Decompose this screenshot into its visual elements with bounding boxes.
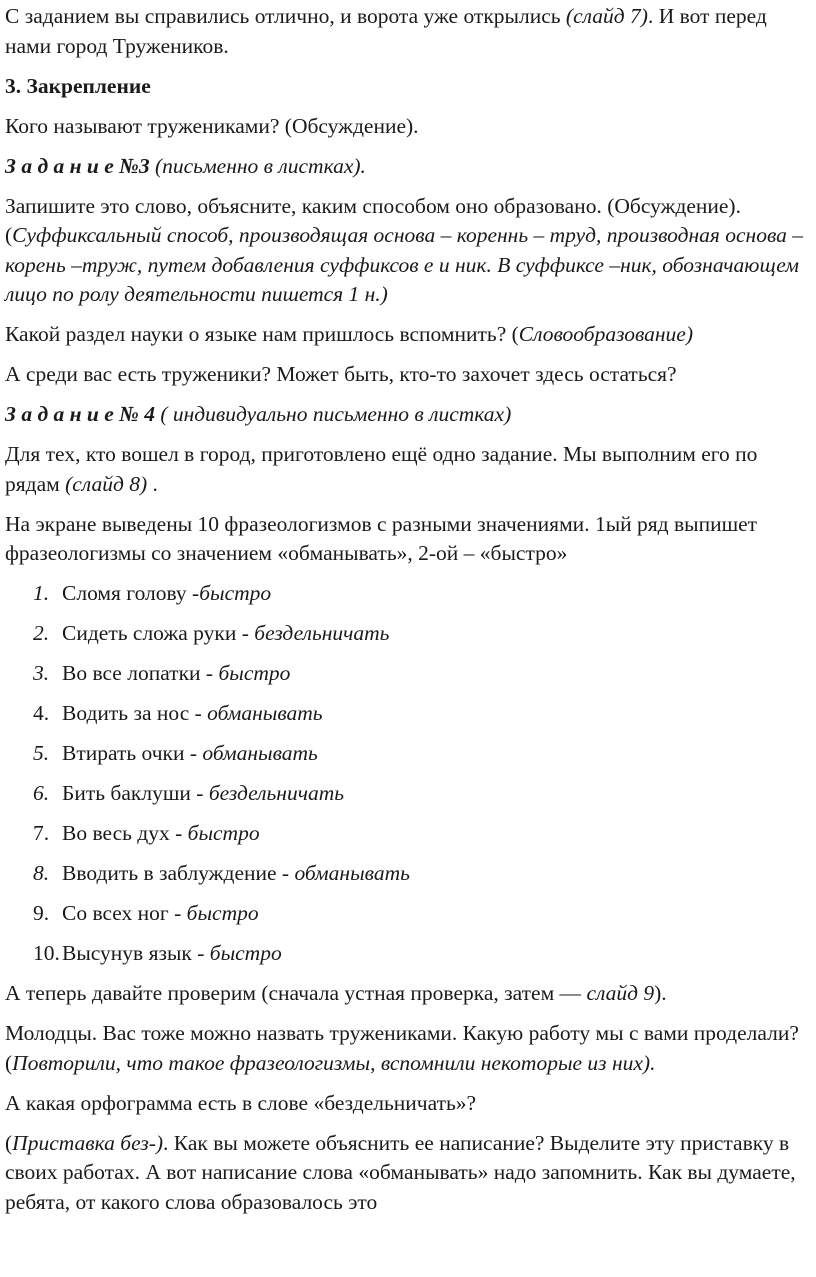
list-item (5, 899, 816, 929)
item-number: 5. (33, 741, 50, 765)
idiom-meaning: бездельничать (254, 621, 390, 645)
slide-ref: (слайд 7) (565, 4, 648, 28)
idiom-meaning: обманывать (207, 701, 323, 725)
text: Для тех, кто вошел в город, приготовлено ещё одно задание. Мы выполним его по рядам (5, 442, 758, 496)
text: . И вот перед нами город Тружеников. (5, 4, 767, 58)
list-item (5, 779, 816, 809)
idiom-phrase: Втирать очки - (62, 741, 203, 765)
paragraph-word-formation (5, 192, 816, 310)
item-number: 2. (33, 621, 50, 645)
answer-text: Повторили, что такое фразеологизмы, вспомнили некоторые из них). (12, 1050, 656, 1075)
idiom-meaning: обманывать (202, 741, 318, 765)
paragraph-science-section (5, 320, 816, 350)
item-number: 1. (33, 581, 50, 605)
text: С заданием вы справились отлично, и ворота уже открылись (5, 4, 566, 28)
list-item (5, 659, 816, 689)
list-item (5, 939, 816, 969)
idiom-phrase: Во все лопатки - (62, 661, 219, 685)
task-label: З а д а н и е № 4 (5, 402, 155, 426)
item-number: 9. (33, 901, 50, 925)
list-item (5, 699, 816, 729)
paragraph-well-done (5, 1019, 816, 1078)
text: Запишите это слово, объясните, каким способом оно образовано. (Обсуждение). ( (5, 193, 741, 247)
list-item (5, 739, 816, 769)
task-note: (письменно в листках). (149, 153, 366, 178)
idiom-phrase: Сидеть сложа руки - (62, 621, 255, 645)
paragraph-check (5, 979, 816, 1009)
paragraph-gates-opened (5, 2, 816, 61)
text: ( (5, 1130, 13, 1155)
answer-text: Словообразование) (518, 322, 693, 346)
idiom-meaning: бездельничать (208, 781, 345, 805)
idiom-phrase: Вводить в заблуждение - (62, 861, 295, 885)
task-note: ( индивидуально письменно в листках) (154, 402, 512, 426)
item-number: 3. (33, 661, 50, 685)
item-number: 6. (33, 781, 50, 805)
idiom-phrase: Со всех ног - (62, 901, 187, 925)
section-heading: 3. Закрепление (5, 73, 151, 98)
text: . (147, 471, 158, 496)
idiom-meaning: быстро (186, 901, 259, 925)
text: Какой раздел науки о языке нам пришлось вспомнить? ( (5, 322, 519, 346)
paragraph-orthogram-question: А какая орфограмма есть в слове «бездельничать»? (5, 1090, 477, 1115)
idiom-meaning: быстро (199, 581, 272, 605)
item-number: 4. (33, 701, 50, 725)
item-number: 10. (33, 941, 60, 965)
text: А теперь давайте проверим (сначала устная проверка, затем — (5, 981, 587, 1005)
paragraph-idioms-intro: На экране выведены 10 фразеологизмов с разными значениями. 1ый ряд выпишет фразеологизмы со значением «обманывать», 2-ой – «быстро» (5, 511, 758, 565)
idiom-phrase: Высунув язык - (62, 941, 210, 965)
answer-text: Суффиксальный способ, производящая основа – кореннь – труд, производная основа – корень –труж, путем добавления суффиксов е и ник. В суффиксе –ник, обозначающем лицо по ролу деятельности пишется 1 н.) (5, 223, 804, 306)
idiom-meaning: быстро (209, 941, 282, 965)
list-item (5, 619, 816, 649)
task-label: З а д а н и е №3 (5, 153, 150, 178)
text: Молодцы. Вас тоже можно назвать тружениками. Какую работу мы с вами проделали? ( (5, 1021, 799, 1075)
idiom-meaning: быстро (187, 821, 260, 845)
idiom-list (5, 579, 816, 969)
idiom-phrase: Водить за нос - (62, 701, 208, 725)
item-number: 7. (33, 821, 50, 845)
idiom-meaning: быстро (218, 661, 291, 685)
text: ). (654, 981, 667, 1005)
item-number: 8. (33, 861, 50, 885)
slide-ref: слайд 9 (586, 981, 655, 1005)
task-4-heading (5, 400, 816, 430)
text: . Как вы можете объяснить ее написание? Выделите эту приставку в своих работах. А вот написание слова «обманывать» надо запомнить. Как вы думаете, ребята, от какого слова образовалось это (5, 1130, 796, 1214)
answer-text: Приставка без-) (12, 1130, 164, 1155)
task-3-heading (5, 152, 816, 182)
paragraph-question-workers: Кого называют тружениками? (Обсуждение). (5, 113, 419, 138)
idiom-phrase: Во весь дух - (62, 821, 188, 845)
idiom-phrase: Бить баклуши - (62, 781, 209, 805)
idiom-meaning: обманывать (294, 861, 410, 885)
paragraph-new-task (5, 440, 816, 499)
paragraph-prefix (5, 1129, 816, 1218)
slide-ref: (слайд 8) (65, 471, 148, 496)
idiom-phrase: Сломя голову - (62, 581, 200, 605)
list-item (5, 819, 816, 849)
list-item (5, 859, 816, 889)
list-item (5, 579, 816, 609)
paragraph-workers-here: А среди вас есть труженики? Может быть, кто-то захочет здесь остаться? (5, 362, 677, 386)
